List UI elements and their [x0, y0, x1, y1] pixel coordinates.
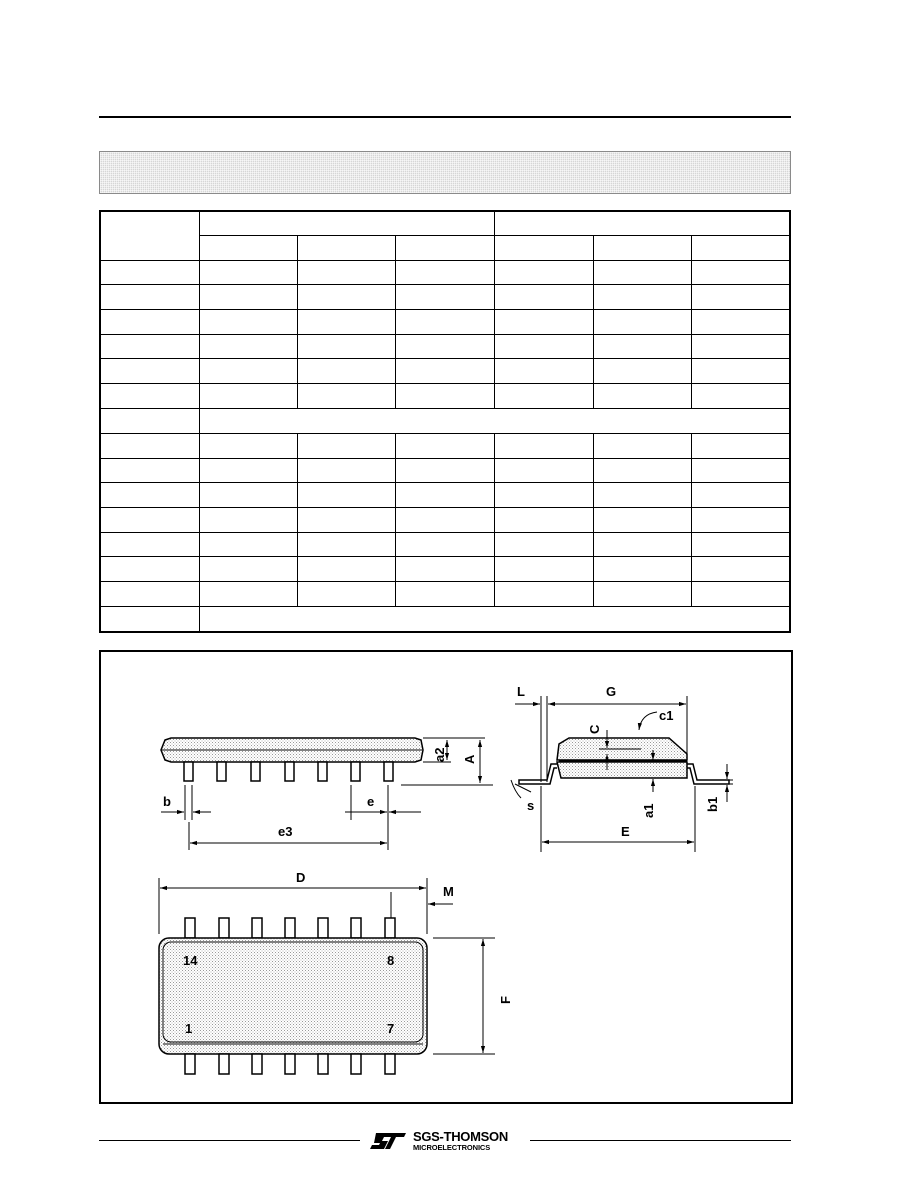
table-cell: [199, 236, 297, 261]
table-cell: [494, 483, 593, 508]
table-cell: [396, 285, 494, 310]
table-cell: [396, 310, 494, 335]
table-cell: [593, 285, 691, 310]
table-row: [100, 557, 790, 582]
table-cell: [593, 260, 691, 285]
label-a2: a2: [432, 747, 447, 762]
end-view: [511, 684, 733, 852]
table-cell: [199, 532, 297, 557]
table-cell: [593, 483, 691, 508]
table-row: [100, 581, 790, 606]
table-cell: [100, 532, 199, 557]
table-cell: [692, 483, 790, 508]
table-cell: [100, 508, 199, 533]
table-cell: [494, 532, 593, 557]
table-cell: [199, 581, 297, 606]
table-cell: [100, 557, 199, 582]
table-cell: [100, 606, 199, 632]
table-cell: [692, 458, 790, 483]
table-cell: [100, 483, 199, 508]
table-cell: [396, 260, 494, 285]
table-cell: [100, 458, 199, 483]
package-drawing: [101, 652, 791, 1102]
label-c1: c1: [659, 708, 674, 723]
label-a1: a1: [641, 803, 656, 818]
table-header-dim: [100, 211, 199, 260]
table-cell: [298, 458, 396, 483]
label-F: F: [498, 996, 513, 1004]
table-cell: [692, 260, 790, 285]
label-b: b: [163, 794, 171, 809]
table-cell: [692, 383, 790, 408]
table-subheader-row: [100, 236, 790, 261]
table-cell: [298, 310, 396, 335]
table-cell: [298, 434, 396, 459]
header-rule: [99, 116, 791, 118]
company-logo: [368, 1129, 528, 1153]
table-cell: [692, 532, 790, 557]
table-cell: [396, 334, 494, 359]
table-cell: [199, 260, 297, 285]
table-cell: [199, 310, 297, 335]
table-cell: [593, 458, 691, 483]
table-cell: [494, 557, 593, 582]
table-cell: [199, 285, 297, 310]
label-L: L: [517, 684, 525, 699]
table-cell: [199, 458, 297, 483]
label-C: C: [587, 724, 602, 734]
table-cell: [692, 334, 790, 359]
label-E: E: [621, 824, 630, 839]
table-cell: [298, 359, 396, 384]
title-band: [99, 151, 791, 194]
label-G: G: [606, 684, 617, 699]
table-cell: [494, 581, 593, 606]
table-cell: [199, 359, 297, 384]
label-b1: b1: [705, 796, 720, 812]
package-drawing-frame: [99, 650, 793, 1104]
table-cell: [199, 557, 297, 582]
table-cell: [298, 557, 396, 582]
table-cell: [298, 508, 396, 533]
table-cell: [100, 359, 199, 384]
table-cell: [298, 483, 396, 508]
top-view: [159, 870, 513, 1074]
footer-rule-left: [99, 1140, 360, 1141]
table-cell-spanned: [199, 606, 790, 632]
table-cell: [298, 236, 396, 261]
table-cell: [298, 532, 396, 557]
pin-label-8: 8: [387, 953, 395, 968]
table-cell: [593, 310, 691, 335]
logo-subtitle: MICROELECTRONICS: [413, 1143, 491, 1152]
table-cell: [494, 383, 593, 408]
table-cell: [494, 434, 593, 459]
table-cell: [692, 359, 790, 384]
table-cell: [396, 483, 494, 508]
table-cell: [593, 236, 691, 261]
label-D: D: [296, 870, 306, 885]
footer-rule-right: [530, 1140, 791, 1141]
table-cell: [396, 581, 494, 606]
table-row: [100, 532, 790, 557]
table-cell: [494, 334, 593, 359]
label-A: A: [462, 754, 477, 764]
table-cell: [396, 508, 494, 533]
table-cell: [100, 260, 199, 285]
table-cell: [100, 408, 199, 434]
table-cell: [593, 508, 691, 533]
table-row-spanned: [100, 408, 790, 434]
label-e3: e3: [278, 824, 293, 839]
table-cell: [494, 458, 593, 483]
table-header-group-1: [199, 211, 494, 236]
table-row: [100, 458, 790, 483]
table-row: [100, 359, 790, 384]
table-cell: [593, 334, 691, 359]
table-cell: [100, 434, 199, 459]
table-cell: [100, 334, 199, 359]
table-row: [100, 310, 790, 335]
table-cell: [494, 260, 593, 285]
table-cell: [199, 334, 297, 359]
table-cell: [593, 383, 691, 408]
table-cell: [298, 581, 396, 606]
pin-label-7: 7: [387, 1021, 395, 1036]
table-cell: [494, 285, 593, 310]
table-cell: [199, 508, 297, 533]
table-header-group-2: [494, 211, 790, 236]
table-cell: [396, 532, 494, 557]
table-row-spanned: [100, 606, 790, 632]
table-cell: [396, 359, 494, 384]
table-cell: [199, 434, 297, 459]
table-cell: [100, 310, 199, 335]
table-row: [100, 260, 790, 285]
table-cell: [396, 557, 494, 582]
st-logo-icon: [368, 1131, 408, 1151]
table-cell: [692, 434, 790, 459]
table-cell: [298, 334, 396, 359]
table-cell: [494, 236, 593, 261]
table-cell: [692, 236, 790, 261]
table-row: [100, 483, 790, 508]
table-cell: [199, 483, 297, 508]
table-cell: [593, 359, 691, 384]
logo-name: SGS-THOMSON: [413, 1129, 508, 1144]
label-s: s: [527, 798, 535, 813]
table-cell: [199, 383, 297, 408]
table-cell: [298, 260, 396, 285]
table-cell: [692, 557, 790, 582]
pin-label-1: 1: [185, 1021, 193, 1036]
table-cell: [494, 359, 593, 384]
table-cell: [100, 581, 199, 606]
table-row: [100, 285, 790, 310]
table-cell: [298, 285, 396, 310]
table-cell: [494, 310, 593, 335]
side-view: [161, 738, 493, 850]
table-cell: [593, 532, 691, 557]
table-cell: [100, 383, 199, 408]
table-cell: [593, 581, 691, 606]
table-row: [100, 508, 790, 533]
table-cell: [692, 508, 790, 533]
pin-label-14: 14: [183, 953, 198, 968]
table-cell: [692, 285, 790, 310]
table-cell: [692, 581, 790, 606]
table-cell: [494, 508, 593, 533]
label-e: e: [367, 794, 375, 809]
dimension-table: [99, 210, 791, 633]
table-cell: [593, 434, 691, 459]
table-cell: [692, 310, 790, 335]
table-row: [100, 434, 790, 459]
table-row: [100, 334, 790, 359]
table-cell: [396, 434, 494, 459]
table-row: [100, 383, 790, 408]
table-cell: [593, 557, 691, 582]
table-cell: [396, 458, 494, 483]
table-cell-spanned: [199, 408, 790, 434]
table-cell: [396, 383, 494, 408]
table-cell: [396, 236, 494, 261]
table-cell: [298, 383, 396, 408]
table-header-row: [100, 211, 790, 236]
table-cell: [100, 285, 199, 310]
label-M: M: [443, 884, 454, 899]
